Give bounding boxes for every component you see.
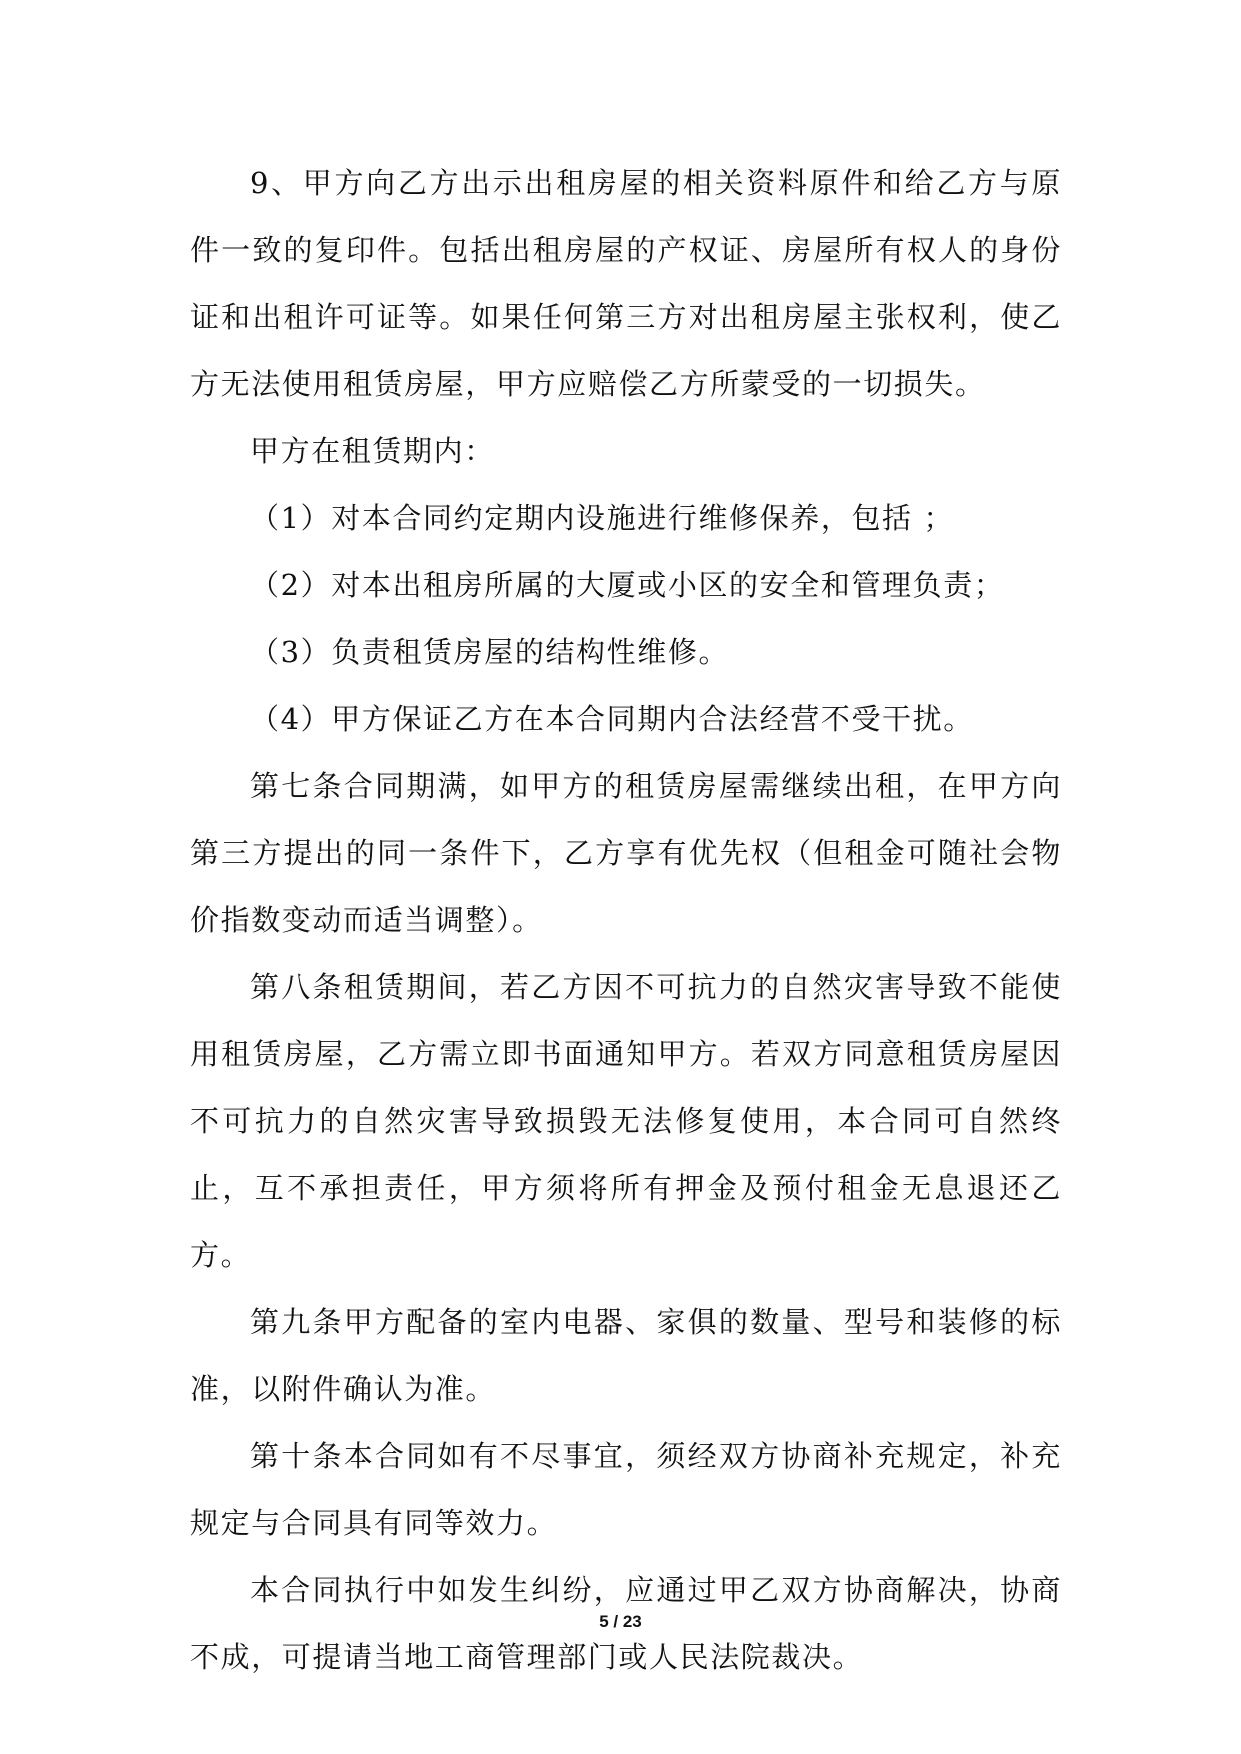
- list-item-duty-2: （2）对本出租房所属的大厦或小区的安全和管理负责；: [250, 568, 1005, 602]
- document-body: [190, 150, 1062, 1691]
- paragraph-article-8: 第八条租赁期间，若乙方因不可抗力的自然灾害导致不能使用租赁房屋，乙方需立即书面通知甲方。若双方同意租赁房屋因不可抗力的自然灾害导致损毁无法修复使用，本合同可自然终止，互不承担责任，甲方须将所有押金及预付租金无息退还乙方。: [190, 970, 1062, 1272]
- list-item-duty-1: （1）对本合同约定期内设施进行维修保养，包括 ；: [250, 501, 955, 535]
- paragraph-article-10: 第十条本合同如有不尽事宜，须经双方协商补充规定，补充规定与合同具有同等效力。: [190, 1439, 1062, 1540]
- page-number: 5 / 23: [599, 1612, 642, 1631]
- list-item-duty-4: （4）甲方保证乙方在本合同期内合法经营不受干扰。: [250, 702, 974, 736]
- paragraph-article-9: 第九条甲方配备的室内电器、家俱的数量、型号和装修的标准，以附件确认为准。: [190, 1305, 1062, 1406]
- paragraph-dispute-resolution: 本合同执行中如发生纠纷，应通过甲乙双方协商解决，协商不成，可提请当地工商管理部门或人民法院裁决。: [190, 1573, 1062, 1674]
- list-item-duty-3: （3）负责租赁房屋的结构性维修。: [250, 635, 730, 669]
- paragraph-article-7: 第七条合同期满，如甲方的租赁房屋需继续出租，在甲方向第三方提出的同一条件下，乙方享有优先权（但租金可随社会物价指数变动而适当调整）。: [190, 769, 1062, 937]
- paragraph-clause-9: 9、甲方向乙方出示出租房屋的相关资料原件和给乙方与原件一致的复印件。包括出租房屋的产权证、房屋所有权人的身份证和出租许可证等。如果任何第三方对出租房屋主张权利，使乙方无法使用租赁房屋，甲方应赔偿乙方所蒙受的一切损失。: [190, 166, 1062, 401]
- paragraph-lessor-duties-intro: 甲方在租赁期内：: [250, 434, 495, 468]
